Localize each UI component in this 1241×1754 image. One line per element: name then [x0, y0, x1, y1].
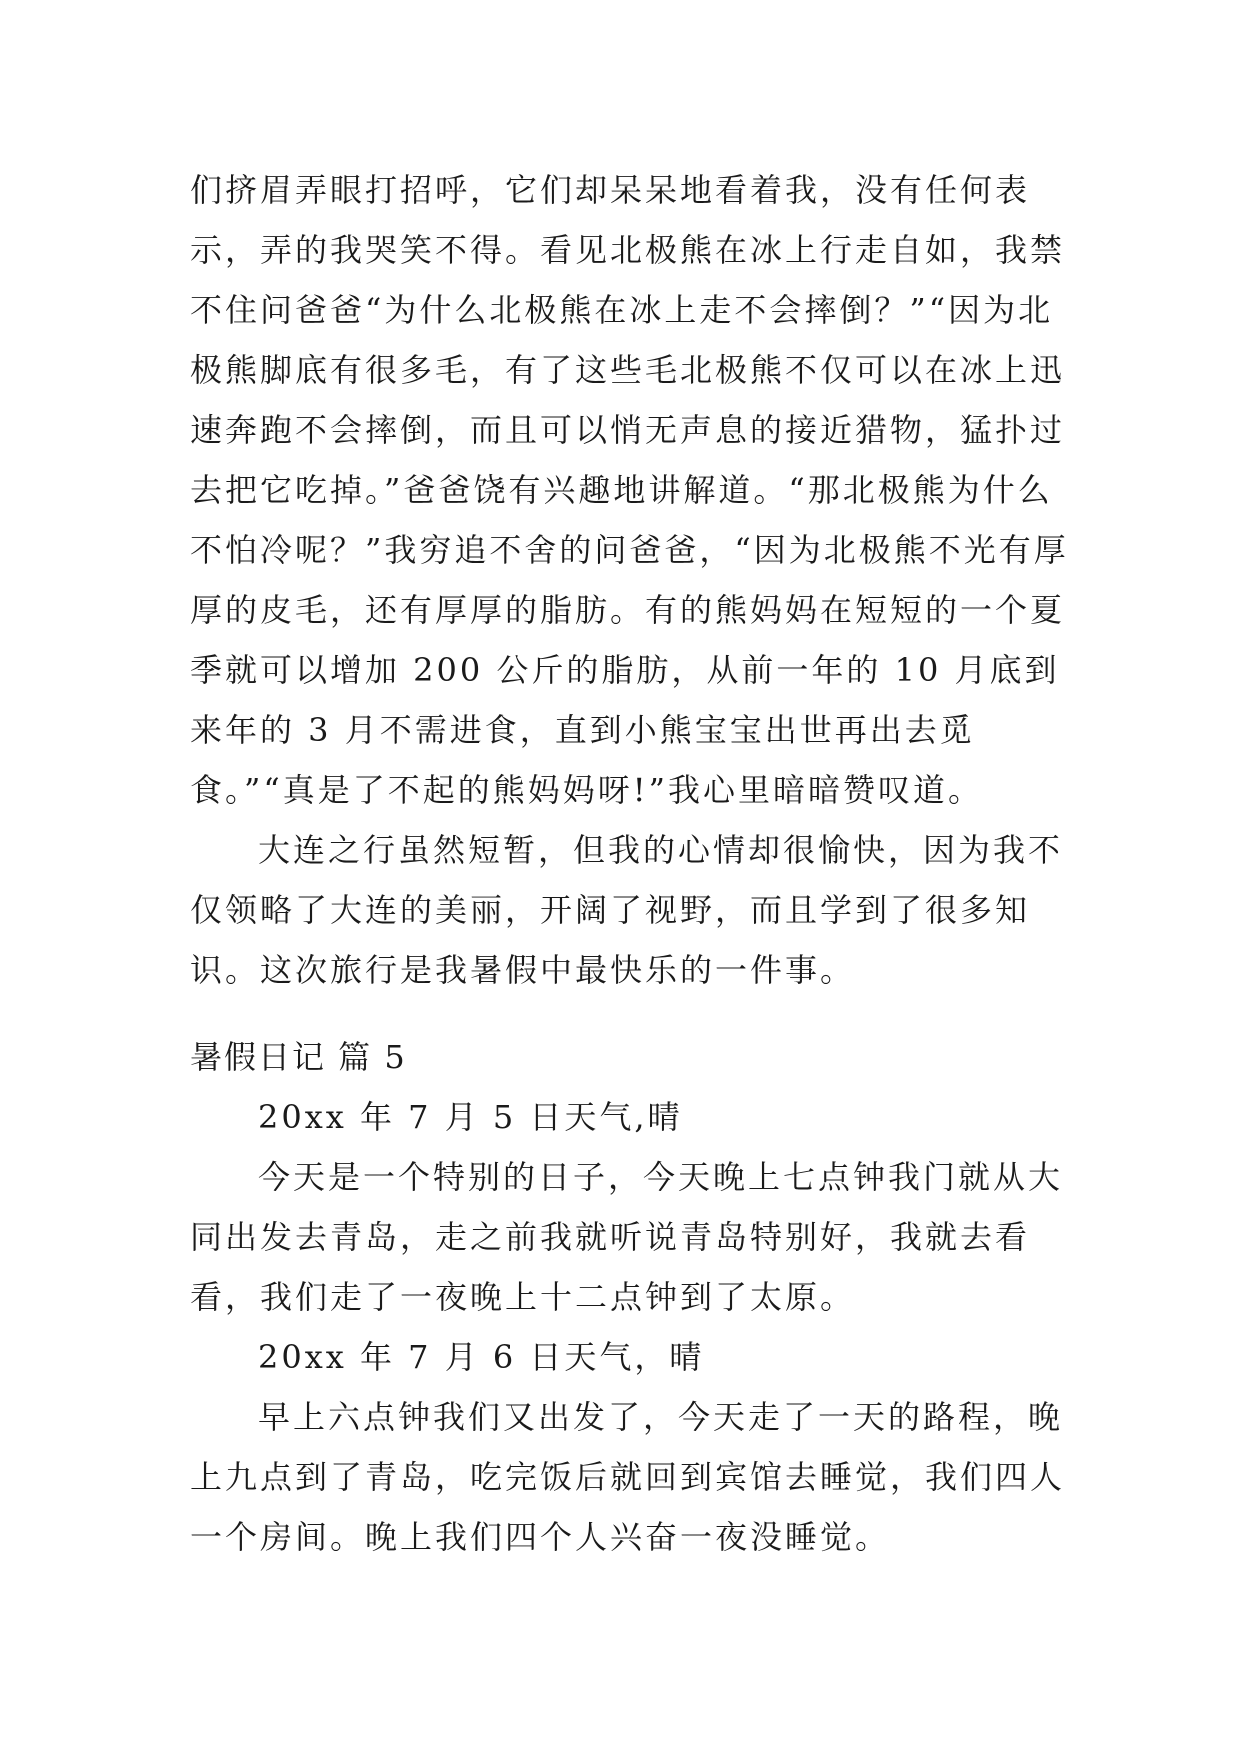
entry-date-2: 20xx 年 7 月 6 日天气，晴 — [258, 1338, 705, 1376]
diary-entries — [190, 1087, 1070, 1567]
paragraph-polar-bear: 们挤眉弄眼打招呼，它们却呆呆地看着我，没有任何表示，弄的我哭笑不得。看见北极熊在冰上行走自如，我禁不住问爸爸“为什么北极熊在冰上走不会摔倒？”“因为北极熊脚底有很多毛，有了这些毛北极熊不仅可以在冰上迅速奔跑不会摔倒，而且可以悄无声息的接近猎物，猛扑过去把它吃掉。”爸爸饶有兴趣地讲解道。“那北极熊为什么不怕冷呢？”我穷追不舍的问爸爸，“因为北极熊不光有厚厚的皮毛，还有厚厚的脂肪。有的熊妈妈在短短的一个夏季就可以增加 200 公斤的脂肪，从前一年的 10 月底到来年的 3 月不需进食，直到小熊宝宝出世再出去觅食。”“真是了不起的熊妈妈呀!”我心里暗暗赞叹道。 — [190, 171, 1069, 809]
paragraph-dalian-trip: 大连之行虽然短暂，但我的心情却很愉快，因为我不仅领略了大连的美丽，开阔了视野，而且学到了很多知识。这次旅行是我暑假中最快乐的一件事。 — [190, 831, 1064, 989]
entry-text-1: 今天是一个特别的日子，今天晚上七点钟我门就从大同出发去青岛，走之前我就听说青岛特别好，我就去看看，我们走了一夜晚上十二点钟到了太原。 — [190, 1158, 1064, 1316]
entry-date-1: 20xx 年 7 月 5 日天气,晴 — [258, 1098, 683, 1136]
story-text — [190, 160, 1070, 1000]
entry-text-2: 早上六点钟我们又出发了，今天走了一天的路程，晚上九点到了青岛，吃完饭后就回到宾馆去睡觉，我们四人一个房间。晚上我们四个人兴奋一夜没睡觉。 — [190, 1398, 1066, 1556]
section-title: 暑假日记 篇 5 — [190, 1038, 407, 1076]
